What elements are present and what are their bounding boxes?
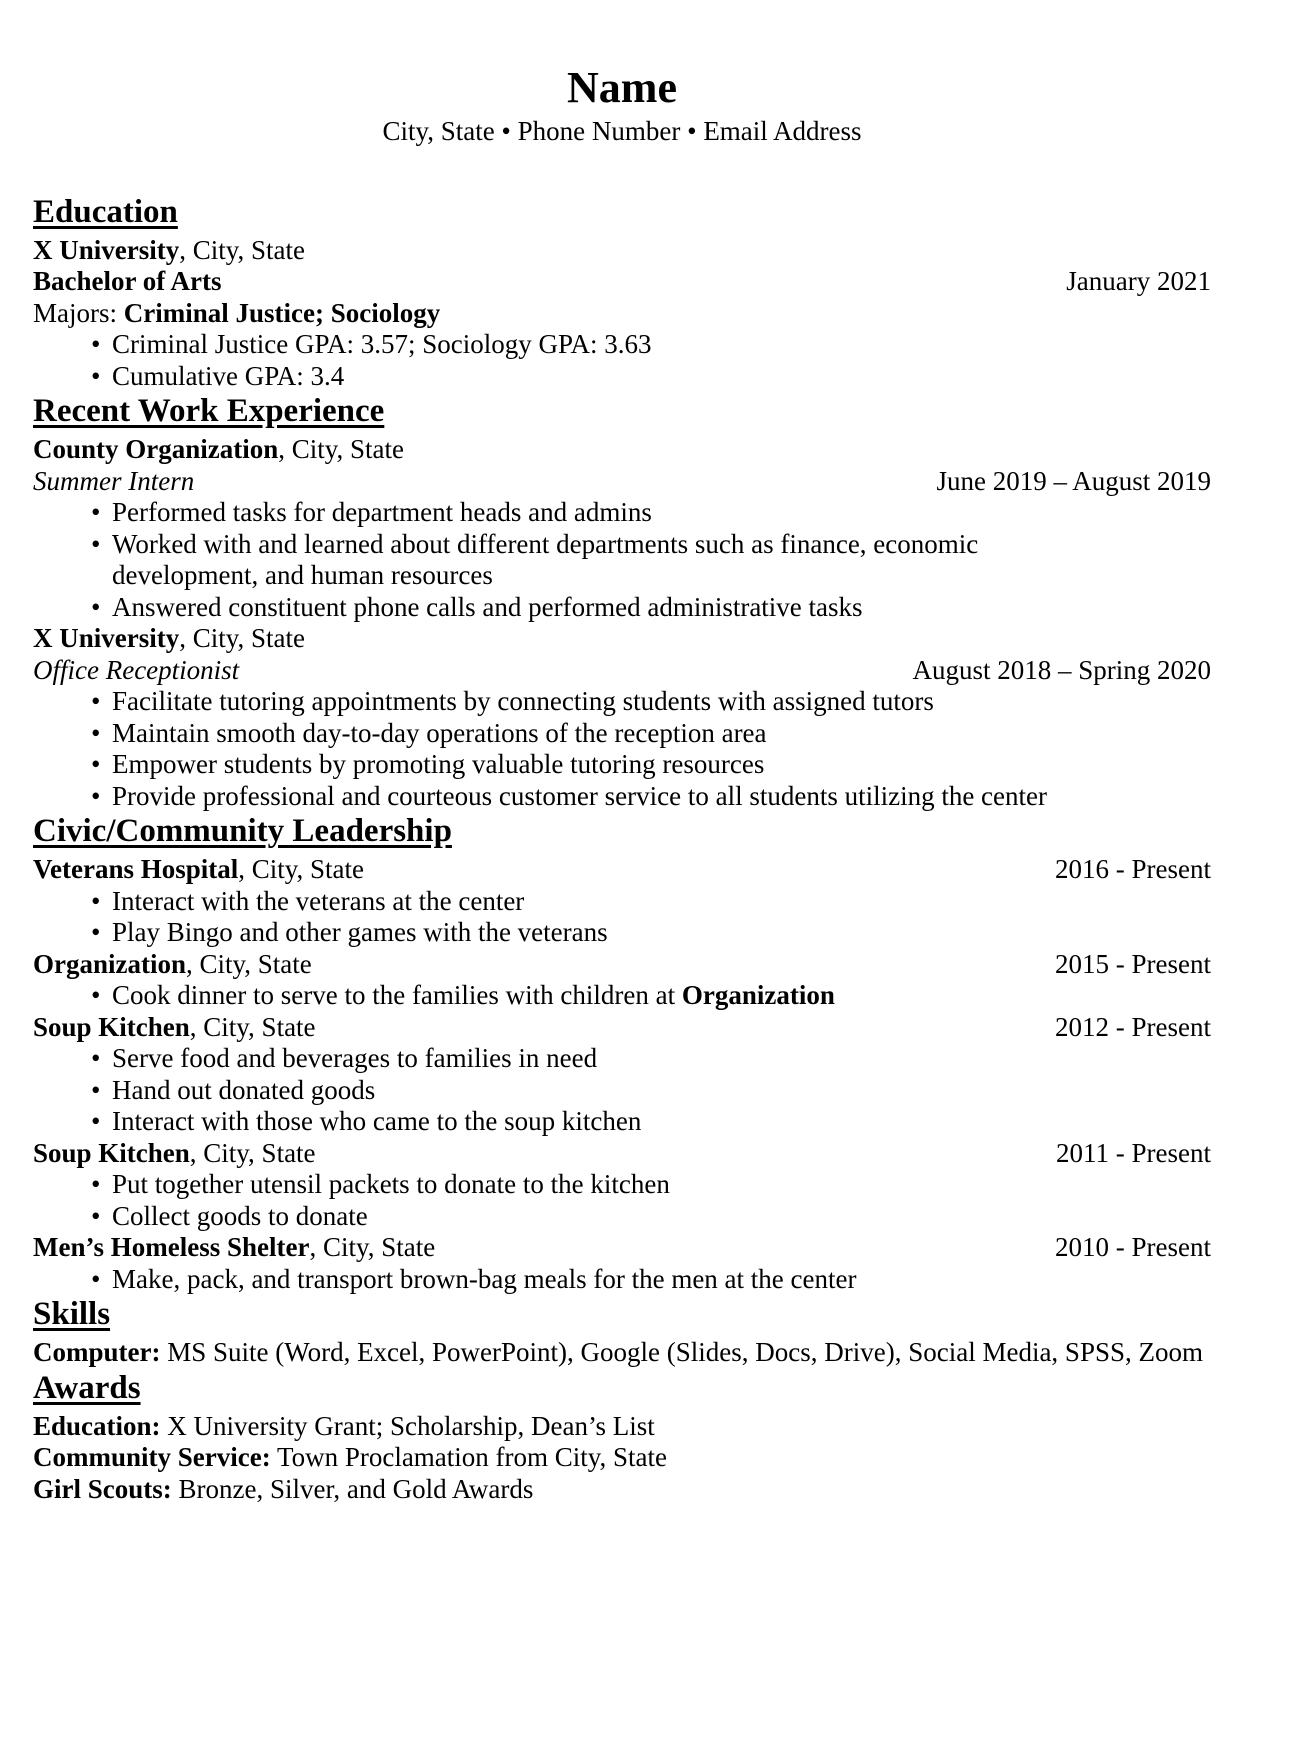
civic-bullet-list	[33, 1264, 1211, 1296]
award-value: Bronze, Silver, and Gold Awards	[171, 1473, 534, 1504]
resume-header	[33, 62, 1211, 148]
section-work-experience	[33, 393, 1211, 812]
skills-line	[33, 1337, 1211, 1369]
civic-org-line	[33, 1138, 316, 1170]
civic-org: Men’s Homeless Shelter	[33, 1232, 310, 1262]
award-label: Education:	[33, 1410, 161, 1441]
section-skills	[33, 1296, 1211, 1369]
majors-label: Majors:	[33, 297, 124, 328]
bullet-bold-text: Organization	[681, 980, 835, 1010]
civic-dates: 2016 - Present	[1055, 854, 1211, 884]
section-civic-leadership	[33, 813, 1211, 1295]
bullet-item	[33, 980, 1121, 1012]
civic-entry	[33, 854, 1211, 949]
job-role-row	[33, 466, 1211, 498]
civic-bullet-list	[33, 980, 1211, 1012]
section-education	[33, 194, 1211, 393]
job-location: , City, State	[278, 434, 405, 464]
civic-location: , City, State	[309, 1232, 436, 1262]
bullet-item: • Interact with those who came to the soup kitchen	[33, 1106, 1121, 1138]
section-awards	[33, 1370, 1211, 1506]
civic-org-row	[33, 854, 1211, 886]
civic-org-row	[33, 1232, 1211, 1264]
civic-org-row	[33, 1012, 1211, 1044]
bullet-item: • Interact with the veterans at the center	[33, 886, 1121, 918]
section-title-skills	[33, 1296, 1211, 1332]
civic-org-row	[33, 949, 1211, 981]
civic-entry	[33, 1138, 1211, 1233]
bullet-item: • Hand out donated goods	[33, 1075, 1121, 1107]
section-title-text: Civic/Community Leadership	[33, 813, 452, 849]
education-school-line	[33, 235, 1211, 267]
bullet-item: • Make, pack, and transport brown-bag meals for the men at the center	[33, 1264, 1121, 1296]
civic-org-row	[33, 1138, 1211, 1170]
civic-org: Soup Kitchen	[33, 1137, 190, 1168]
civic-location: , City, State	[186, 948, 312, 979]
education-majors-line	[33, 298, 1211, 330]
degree-date: January 2021	[1066, 266, 1211, 296]
person-name: Name	[567, 63, 677, 112]
bullet-item: • Put together utensil packets to donate to the kitchen	[33, 1169, 1121, 1201]
bullet-item: • Play Bingo and other games with the veterans	[33, 917, 1121, 949]
civic-entry	[33, 949, 1211, 1012]
civic-dates: 2010 - Present	[1055, 1232, 1211, 1262]
job-bullet-list	[33, 686, 1211, 812]
job-org-line	[33, 623, 1211, 655]
section-title-text: Recent Work Experience	[33, 393, 385, 429]
civic-org: Soup Kitchen	[33, 1011, 190, 1042]
award-value: Town Proclamation from City, State	[270, 1442, 668, 1472]
civic-org-line	[33, 854, 364, 886]
award-line	[33, 1474, 1211, 1506]
bullet-item: • Facilitate tutoring appointments by connecting students with assigned tutors	[33, 686, 1121, 718]
award-value: X University Grant; Scholarship, Dean’s List	[160, 1410, 655, 1441]
bullet-item: • Cumulative GPA: 3.4	[33, 361, 1121, 393]
civic-bullet-list	[33, 1043, 1211, 1138]
school-name: X University	[33, 234, 180, 265]
education-bullet-list	[33, 329, 1211, 392]
job-org: X University	[33, 623, 180, 653]
section-title-text: Awards	[33, 1369, 141, 1406]
job-entry	[33, 434, 1211, 623]
award-line	[33, 1411, 1211, 1443]
civic-org: Veterans Hospital	[33, 854, 239, 884]
bullet-item: • Maintain smooth day-to-day operations of the reception area	[33, 718, 1121, 750]
job-org: County Organization	[33, 434, 279, 464]
contact-line: City, State • Phone Number • Email Address	[382, 116, 862, 146]
civic-entry	[33, 1012, 1211, 1138]
section-title-work	[33, 393, 1211, 429]
award-label: Community Service:	[33, 1442, 271, 1472]
job-entry	[33, 623, 1211, 812]
award-line	[33, 1442, 1211, 1474]
job-role-row	[33, 655, 1211, 687]
section-title-awards	[33, 1370, 1211, 1406]
job-dates: June 2019 – August 2019	[936, 465, 1211, 496]
civic-bullet-list	[33, 1169, 1211, 1232]
bullet-text: Cook dinner to serve to the families with children at	[112, 980, 682, 1010]
bullet-item: • Criminal Justice GPA: 3.57; Sociology GPA: 3.63	[33, 329, 1121, 361]
job-bullet-list	[33, 497, 1211, 623]
civic-bullet-list	[33, 886, 1211, 949]
skills-value: MS Suite (Word, Excel, PowerPoint), Google (Slides, Docs, Drive), Social Media, SPSS, Zoom	[160, 1337, 1203, 1367]
civic-location: , City, State	[189, 1137, 316, 1168]
degree-name: Bachelor of Arts	[33, 266, 222, 296]
job-location: , City, State	[179, 623, 305, 653]
majors-value: Criminal Justice; Sociology	[123, 297, 441, 328]
civic-dates: 2012 - Present	[1055, 1011, 1211, 1042]
job-role: Summer Intern	[33, 465, 195, 496]
bullet-item: • Performed tasks for department heads and admins	[33, 497, 1121, 529]
civic-location: , City, State	[238, 854, 365, 884]
bullet-item: • Provide professional and courteous customer service to all students utilizing the center	[33, 781, 1121, 813]
bullet-item: • Answered constituent phone calls and performed administrative tasks	[33, 592, 1121, 624]
school-location: , City, State	[179, 234, 305, 265]
bullet-item: • Empower students by promoting valuable tutoring resources	[33, 749, 1121, 781]
civic-location: , City, State	[189, 1011, 316, 1042]
civic-org-line	[33, 1232, 435, 1264]
section-title-text: Education	[33, 193, 178, 230]
civic-dates: 2011 - Present	[1056, 1137, 1211, 1168]
job-role: Office Receptionist	[33, 654, 240, 685]
civic-entry	[33, 1232, 1211, 1295]
section-title-text: Skills	[33, 1296, 111, 1332]
bullet-item: • Collect goods to donate	[33, 1201, 1121, 1233]
civic-org-line	[33, 1012, 316, 1044]
civic-dates: 2015 - Present	[1055, 948, 1211, 979]
civic-org: Organization	[33, 948, 186, 979]
bullet-item: • Worked with and learned about different departments such as finance, economic development, and human resources	[33, 529, 1121, 592]
civic-org-line	[33, 949, 312, 981]
education-degree-row	[33, 266, 1211, 298]
skills-label: Computer:	[33, 1337, 161, 1367]
job-dates: August 2018 – Spring 2020	[912, 654, 1211, 685]
job-org-line	[33, 434, 1211, 466]
section-title-civic	[33, 813, 1211, 849]
bullet-item: • Serve food and beverages to families in need	[33, 1043, 1121, 1075]
award-label: Girl Scouts:	[33, 1473, 172, 1504]
section-title-education	[33, 194, 1211, 230]
